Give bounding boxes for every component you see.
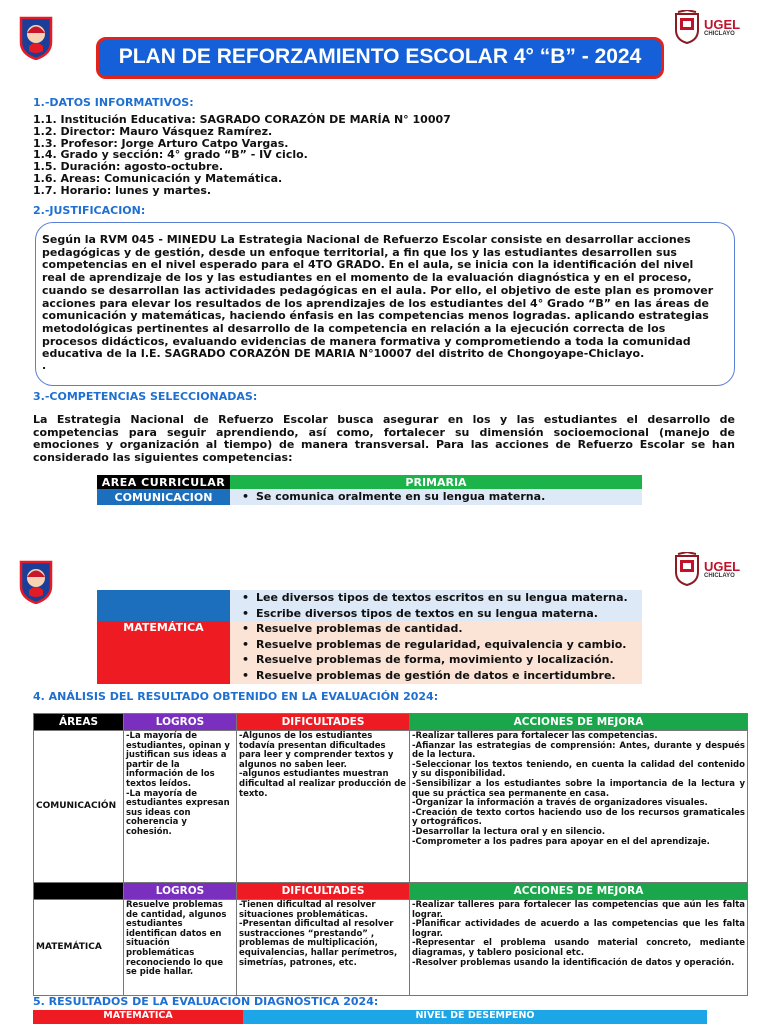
header-areas: ÁREAS [34, 714, 124, 731]
info-item: 1.6. Areas: Comunicación y Matemática. [33, 171, 283, 185]
header-blank [34, 883, 124, 900]
header-primaria: PRIMARIA [230, 475, 642, 489]
section-resultados: 5. RESULTADOS DE LA EVALUACIÓN DIAGNÓSTICA 2024: [33, 995, 379, 1008]
area-comunicacion-cell: COMUNICACIÓN [34, 731, 124, 883]
comunicacion-acciones: -Realizar talleres para fortalecer las competencias. -Afianzar las estrategias de comprensión: Antes, durante y después de la lectura. -Seleccionar los textos teniendo, en cuenta la calidad del contenido y su disponibilidad. -Sensibilizar a los estudiantes sobre la importancia de la lectura y que su práctica sea permanente en casa. -Organizar la información a través de organizadores visuales. -Creación de texto cortos haciendo uso de los recursos gramaticales y ortográficos. -Desarrollar la lectura oral y en silencio. -Comprometer a los padres para apoyar en el del aprendizaje. [410, 731, 748, 883]
info-item: 1.4. Grado y sección: 4° grado “B” - IV ciclo. [33, 148, 308, 162]
info-item: 1.5. Duración: agosto-octubre. [33, 160, 224, 174]
ugel-shield-icon [674, 552, 700, 586]
results-header-row [33, 1010, 707, 1024]
info-item: 1.1. Institución Educativa: SAGRADO CORAZÓN DE MARÍA N° 10007 [33, 113, 451, 126]
competencias-table-cont [97, 590, 642, 684]
competencia-item: • Escribe diversos tipos de textos en su lengua materna. [256, 606, 638, 622]
justification-dot: . [42, 359, 47, 373]
ugel-logo [674, 10, 740, 44]
comunicacion-logros: -La mayoría de estudiantes, opinan y justifican sus ideas a partir de la información de los textos leídos. -La mayoría de estudiantes expresan sus ideas con coherencia y cohesión. [124, 731, 237, 883]
area-matematica-cell: MATEMÁTICA [34, 900, 124, 996]
ugel-name: UGEL [704, 558, 741, 574]
competencias-intro: La Estrategia Nacional de Refuerzo Escolar busca asegurar en los y las estudiantes el desarrollo de competencias para seguir aprendiendo, así como, fortalecer su dimensión socioemocional (manejo de emociones y organización al tiempo) de manera transversal. Para las acciones de Refuerzo Escolar se han considerado las siguientes competencias: [33, 413, 735, 464]
school-crest-logo [18, 560, 54, 604]
competencia-item: • Resuelve problemas de forma, movimiento y localización. [256, 652, 638, 668]
comunicacion-competencias [230, 489, 642, 505]
matematica-logros: Resuelve problemas de cantidad, algunos estudiantes identifican datos en situación problemáticas reconociendo lo que se pide hallar. [124, 900, 237, 996]
justification-text: Según la RVM 045 - MINEDU La Estrategia Nacional de Refuerzo Escolar consiste en desarrollar acciones pedagógicas y de gestión, desde un enfoque territorial, a fin que los y las estudiantes desarrollen sus competencias en el nivel esperado para el 4TO GRADO. En el aula, se inicia con la identificación del nivel real de aprendizaje de los y las estudiantes en el momento de la evaluación diagnóstica y en el proceso, cuando se desarrollan las actividades pedagógicas en el aula. Por ello, el objetivo de este plan es promover acciones para elevar los resultados de los aprendizajes de los estudiantes del 4° Grado “B” en las áreas de comunicación y matemáticas, haciendo énfasis en las competencias menos logradas. aplicando estrategias metodológicas pertinentes al desarrollo de la competencia en relación a la ejecución correcta de los procesos didácticos, evaluando evidencias de manera formativa y comprometiendo a toda la comunidad educativa de la I.E. SAGRADO CORAZÓN DE MARIA N°10007 del distrito de Chongoyape-Chiclayo. [42, 233, 714, 361]
area-matematica: MATEMÁTICA [97, 621, 230, 683]
section-datos: 1.-DATOS INFORMATIVOS: [33, 96, 194, 109]
matematica-acciones: -Realizar talleres para fortalecer las competencias que aún les falta lograr. -Planificar actividades de acuerdo a las competencias que les falta lograr. -Representar el problema usando material concreto, mediante diagramas, y tablero posicional etc. -Resolver problemas usando la identificación de datos y operación. [410, 900, 748, 996]
competencia-item: • Lee diversos tipos de textos escritos en su lengua materna. [256, 590, 638, 606]
ugel-sub: CHICLAYO [704, 572, 735, 579]
matematica-competencias [230, 621, 642, 683]
header-acciones-2: ACCIONES DE MEJORA [410, 883, 748, 900]
page-title: PLAN DE REFORZAMIENTO ESCOLAR 4° “B” - 2024 [96, 37, 664, 79]
competencia-item: • Resuelve problemas de cantidad. [256, 621, 638, 637]
results-area: MATEMÁTICA [33, 1010, 243, 1024]
section-justificacion: 2.-JUSTIFICACION: [33, 204, 146, 217]
competencia-item: • Resuelve problemas de regularidad, equivalencia y cambio. [256, 637, 638, 653]
justification-box [35, 222, 735, 386]
info-item: 1.3. Profesor: Jorge Arturo Catpo Vargas. [33, 136, 289, 150]
header-dificultades: DIFICULTADES [237, 714, 410, 731]
comunicacion-competencias-cont [230, 590, 642, 621]
competencia-item: • Resuelve problemas de gestión de datos e incertidumbre. [256, 668, 638, 684]
header-area: AREA CURRICULAR [97, 475, 230, 489]
info-item: 1.2. Director: Mauro Vásquez Ramírez. [33, 124, 273, 138]
ugel-shield-icon [674, 10, 700, 44]
section-competencias: 3.-COMPETENCIAS SELECCIONADAS: [33, 390, 258, 403]
area-comunicacion: COMUNICACION [97, 489, 230, 505]
competencia-item: • Se comunica oralmente en su lengua materna. [256, 489, 638, 505]
comunicacion-dificultades: -Algunos de los estudiantes todavía presentan dificultades para leer y comprender textos y algunos no saben leer. -algunos estudiantes muestran dificultad al realizar producción de texto. [237, 731, 410, 883]
school-crest-logo [18, 16, 54, 60]
header-logros-2: LOGROS [124, 883, 237, 900]
competencias-table [97, 475, 642, 505]
area-comunicacion-cont [97, 590, 230, 621]
matematica-dificultades: -Tienen dificultad al resolver situaciones problemáticas. -Presentan dificultad al resolver sustracciones “prestando” , problemas de multiplicación, equivalencias, hallar perímetros, simetrías, patrones, etc. [237, 900, 410, 996]
header-acciones: ACCIONES DE MEJORA [410, 714, 748, 731]
header-dificultades-2: DIFICULTADES [237, 883, 410, 900]
ugel-logo [674, 552, 740, 586]
info-list [33, 114, 451, 197]
ugel-sub: CHICLAYO [704, 30, 735, 37]
info-item: 1.7. Horario: lunes y martes. [33, 183, 212, 197]
results-level: NIVEL DE DESEMPEÑO [243, 1010, 707, 1024]
section-analisis: 4. ANÁLISIS DEL RESULTADO OBTENIDO EN LA EVALUACIÓN 2024: [33, 690, 439, 703]
ugel-name: UGEL [704, 16, 741, 32]
header-logros: LOGROS [124, 714, 237, 731]
analysis-table [33, 713, 748, 996]
